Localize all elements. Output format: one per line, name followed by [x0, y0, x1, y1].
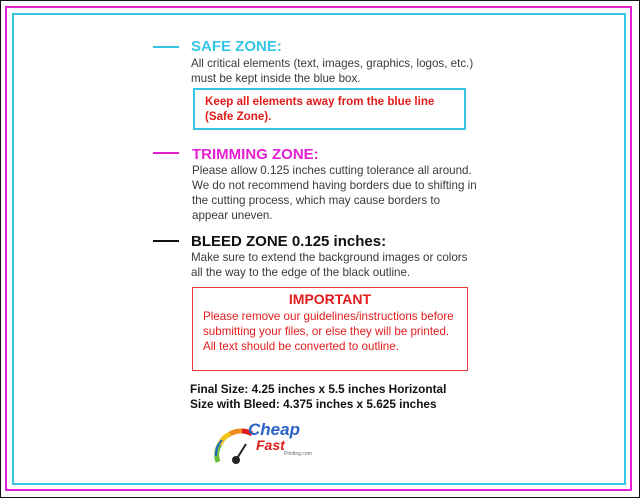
cheap-fast-printing-logo [212, 420, 322, 470]
important-title: IMPORTANT [288, 291, 372, 307]
safe-zone-callout-line-1: Keep all elements away from the blue line [205, 95, 435, 108]
trimming-zone-text [192, 163, 477, 223]
bleed-zone-line-2: all the way to the edge of the black outline. [191, 266, 411, 279]
trimming-zone-marker [153, 152, 179, 154]
safe-zone-marker [153, 46, 179, 48]
trimming-zone-line-2: We do not recommend having borders due to shifting in [192, 179, 477, 192]
trimming-zone-line-1: Please allow 0.125 inches cutting tolerance all around. [192, 164, 472, 177]
safe-zone-line-1: All critical elements (text, images, graphics, logos, etc.) [191, 57, 474, 70]
safe-zone-callout [193, 88, 466, 130]
size-info [190, 382, 446, 412]
trimming-zone-line-4: appear uneven. [192, 209, 273, 222]
important-line-3: All text should be converted to outline. [203, 340, 399, 353]
safe-zone-line-2: must be kept inside the blue box. [191, 72, 361, 85]
important-line-2: submitting your files, or else they will be printed. [203, 325, 450, 338]
bleed-zone-text [191, 250, 467, 280]
trimming-zone-line-3: the cutting process, which may cause borders to [192, 194, 441, 207]
safe-zone-text [191, 56, 473, 86]
important-notice-box [192, 287, 468, 371]
bleed-zone-marker [153, 240, 179, 242]
logo-word-printing: Printing.com [284, 451, 312, 457]
logo-word-fast: Fast [256, 437, 285, 453]
bleed-zone-line-1: Make sure to extend the background images or colors [191, 251, 468, 264]
safe-zone-callout-line-2: (Safe Zone). [205, 110, 272, 123]
trimming-zone-title: TRIMMING ZONE: [192, 146, 319, 163]
size-with-bleed-text: Size with Bleed: 4.375 inches x 5.625 inches [190, 397, 437, 411]
important-line-1: Please remove our guidelines/instructions before [203, 310, 454, 323]
safe-zone-title: SAFE ZONE: [191, 38, 282, 55]
bleed-zone-title: BLEED ZONE 0.125 inches: [191, 233, 387, 250]
logo-word-cheap: Cheap [248, 420, 300, 439]
final-size-text: Final Size: 4.25 inches x 5.5 inches Horizontal [190, 382, 447, 396]
